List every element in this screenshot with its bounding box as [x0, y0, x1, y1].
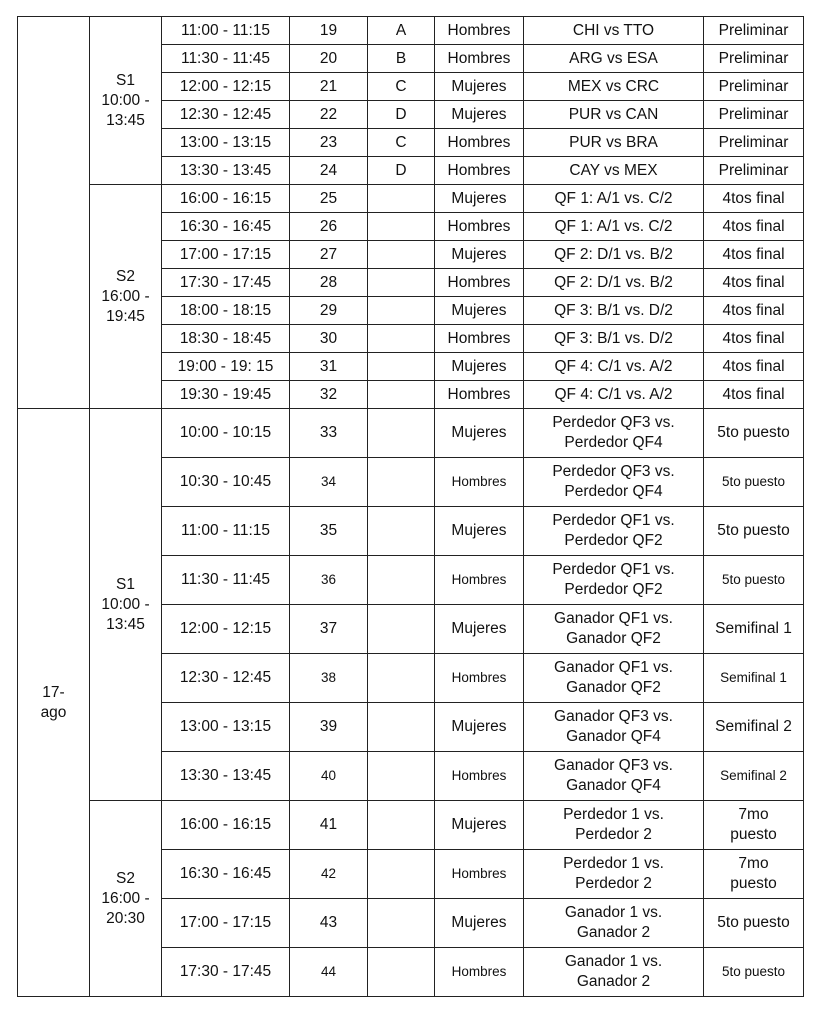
match-number-cell: 31: [290, 353, 368, 381]
phase-cell: [704, 703, 804, 752]
table-row: [18, 17, 804, 45]
match-line2: Perdedor 2: [575, 875, 652, 892]
phase-cell: 4tos final: [704, 325, 804, 353]
session-cell: [90, 801, 162, 997]
group-cell: [368, 213, 435, 241]
match-cell: CAY vs MEX: [524, 157, 704, 185]
day-label-line2: ago: [40, 703, 67, 721]
match-number-cell: 44: [290, 948, 368, 997]
phase-cell: Preliminar: [704, 157, 804, 185]
phase-cell: Preliminar: [704, 101, 804, 129]
phase-label: Semifinal 2: [720, 768, 787, 783]
phase-cell: [704, 654, 804, 703]
group-cell: [368, 703, 435, 752]
phase-cell: 4tos final: [704, 297, 804, 325]
phase-label: 5to puesto: [717, 424, 790, 441]
session-range-start: 16:00 -: [101, 889, 150, 907]
group-cell: [368, 605, 435, 654]
match-number-cell: 33: [290, 409, 368, 458]
match-cell: ARG vs ESA: [524, 45, 704, 73]
phase-line1: 7mo: [738, 806, 769, 823]
match-number-cell: 32: [290, 381, 368, 409]
time-cell: 16:30 - 16:45: [162, 213, 290, 241]
time-cell: 17:00 - 17:15: [162, 241, 290, 269]
category-cell: Hombres: [435, 654, 524, 703]
time-cell: 19:30 - 19:45: [162, 381, 290, 409]
match-line1: Ganador 1 vs.: [564, 904, 663, 921]
time-cell: 12:00 - 12:15: [162, 605, 290, 654]
time-cell: 11:30 - 11:45: [162, 556, 290, 605]
match-number-cell: 42: [290, 850, 368, 899]
match-line2: Ganador QF2: [566, 679, 661, 696]
phase-line1: 7mo: [738, 855, 769, 872]
category-cell: Hombres: [435, 269, 524, 297]
phase-cell: 4tos final: [704, 213, 804, 241]
category-cell: Mujeres: [435, 241, 524, 269]
phase-label: Semifinal 2: [715, 718, 792, 735]
phase-cell: [704, 948, 804, 997]
session-name: S2: [116, 869, 135, 887]
phase-cell: [704, 850, 804, 899]
time-cell: 13:30 - 13:45: [162, 752, 290, 801]
match-line1: Ganador QF1 vs.: [554, 659, 673, 676]
match-cell: [524, 948, 704, 997]
match-number-cell: 19: [290, 17, 368, 45]
session-name: S1: [116, 575, 135, 593]
schedule-wrapper: [17, 16, 804, 997]
session-range-end: 13:45: [106, 615, 145, 633]
time-cell: 13:30 - 13:45: [162, 157, 290, 185]
match-line1: Ganador QF3 vs.: [554, 708, 673, 725]
category-cell: Mujeres: [435, 185, 524, 213]
match-cell: PUR vs CAN: [524, 101, 704, 129]
time-cell: 16:30 - 16:45: [162, 850, 290, 899]
group-cell: [368, 948, 435, 997]
time-cell: 11:00 - 11:15: [162, 17, 290, 45]
category-cell: Hombres: [435, 381, 524, 409]
match-cell: [524, 801, 704, 850]
match-number-cell: 30: [290, 325, 368, 353]
category-cell: Mujeres: [435, 73, 524, 101]
category-cell: Mujeres: [435, 801, 524, 850]
category-cell: Hombres: [435, 157, 524, 185]
match-number-cell: 39: [290, 703, 368, 752]
group-cell: [368, 297, 435, 325]
group-cell: [368, 409, 435, 458]
match-cell: QF 1: A/1 vs. C/2: [524, 213, 704, 241]
match-number-cell: 28: [290, 269, 368, 297]
time-cell: 17:30 - 17:45: [162, 269, 290, 297]
match-line1: Perdedor QF1 vs.: [552, 512, 675, 529]
phase-cell: 4tos final: [704, 381, 804, 409]
time-cell: 10:00 - 10:15: [162, 409, 290, 458]
time-cell: 11:30 - 11:45: [162, 45, 290, 73]
group-cell: B: [368, 45, 435, 73]
match-cell: [524, 605, 704, 654]
session-cell: [90, 409, 162, 801]
group-cell: C: [368, 129, 435, 157]
match-line1: Ganador QF1 vs.: [554, 610, 673, 627]
match-cell: [524, 899, 704, 948]
category-cell: Hombres: [435, 213, 524, 241]
session-cell: [90, 17, 162, 185]
phase-cell: Preliminar: [704, 73, 804, 101]
phase-label: Semifinal 1: [715, 620, 792, 637]
group-cell: A: [368, 17, 435, 45]
match-number-cell: 26: [290, 213, 368, 241]
phase-label: 5to puesto: [717, 522, 790, 539]
group-cell: [368, 556, 435, 605]
match-line1: Perdedor QF3 vs.: [552, 463, 675, 480]
match-line2: Ganador QF4: [566, 728, 661, 745]
category-cell: Mujeres: [435, 297, 524, 325]
session-name: S1: [116, 71, 135, 89]
match-line1: Perdedor QF3 vs.: [552, 414, 675, 431]
phase-cell: [704, 507, 804, 556]
table-row: [18, 801, 804, 850]
match-number-cell: 20: [290, 45, 368, 73]
group-cell: [368, 850, 435, 899]
session-range-end: 13:45: [106, 111, 145, 129]
match-number-cell: 38: [290, 654, 368, 703]
group-cell: [368, 325, 435, 353]
group-cell: [368, 752, 435, 801]
phase-label: 5to puesto: [717, 914, 790, 931]
time-cell: 12:30 - 12:45: [162, 101, 290, 129]
match-cell: CHI vs TTO: [524, 17, 704, 45]
phase-cell: 4tos final: [704, 241, 804, 269]
table-row: [18, 409, 804, 458]
match-line1: Ganador QF3 vs.: [554, 757, 673, 774]
match-cell: [524, 409, 704, 458]
category-cell: Hombres: [435, 458, 524, 507]
match-number-cell: 24: [290, 157, 368, 185]
group-cell: [368, 269, 435, 297]
phase-cell: [704, 605, 804, 654]
phase-cell: [704, 458, 804, 507]
session-range-start: 10:00 -: [101, 91, 150, 109]
match-line2: Perdedor QF2: [564, 581, 663, 598]
time-cell: 13:00 - 13:15: [162, 703, 290, 752]
day-label-line1: 17-: [42, 683, 65, 701]
schedule-body: [18, 17, 804, 997]
match-line2: Perdedor QF4: [564, 483, 663, 500]
match-number-cell: 22: [290, 101, 368, 129]
group-cell: [368, 353, 435, 381]
phase-cell: [704, 556, 804, 605]
category-cell: Mujeres: [435, 409, 524, 458]
match-number-cell: 25: [290, 185, 368, 213]
phase-label: 5to puesto: [721, 964, 786, 979]
session-name: S2: [116, 267, 135, 285]
match-cell: [524, 703, 704, 752]
time-cell: 18:30 - 18:45: [162, 325, 290, 353]
category-cell: Mujeres: [435, 605, 524, 654]
session-range-end: 20:30: [106, 909, 145, 927]
match-number-cell: 43: [290, 899, 368, 948]
phase-label: 5to puesto: [721, 474, 786, 489]
match-cell: QF 4: C/1 vs. A/2: [524, 381, 704, 409]
group-cell: [368, 381, 435, 409]
time-cell: 16:00 - 16:15: [162, 185, 290, 213]
phase-cell: [704, 801, 804, 850]
schedule-table: [17, 16, 804, 997]
category-cell: Hombres: [435, 17, 524, 45]
time-cell: 12:00 - 12:15: [162, 73, 290, 101]
group-cell: [368, 801, 435, 850]
category-cell: Hombres: [435, 325, 524, 353]
time-cell: 11:00 - 11:15: [162, 507, 290, 556]
category-cell: Hombres: [435, 129, 524, 157]
match-cell: QF 2: D/1 vs. B/2: [524, 269, 704, 297]
phase-cell: Preliminar: [704, 129, 804, 157]
match-cell: [524, 850, 704, 899]
match-cell: MEX vs CRC: [524, 73, 704, 101]
day-cell-17-ago: [18, 409, 90, 997]
category-cell: Hombres: [435, 45, 524, 73]
category-cell: Hombres: [435, 850, 524, 899]
category-cell: Hombres: [435, 752, 524, 801]
match-number-cell: 37: [290, 605, 368, 654]
match-line1: Perdedor 1 vs.: [563, 806, 664, 823]
match-number-cell: 29: [290, 297, 368, 325]
category-cell: Mujeres: [435, 101, 524, 129]
category-cell: Hombres: [435, 556, 524, 605]
group-cell: [368, 185, 435, 213]
match-cell: [524, 654, 704, 703]
match-number-cell: 34: [290, 458, 368, 507]
group-cell: D: [368, 101, 435, 129]
match-number-cell: 21: [290, 73, 368, 101]
match-line2: Ganador 2: [576, 973, 651, 990]
category-cell: Hombres: [435, 948, 524, 997]
match-line2: Ganador QF4: [566, 777, 661, 794]
phase-line2: puesto: [730, 826, 777, 843]
time-cell: 17:30 - 17:45: [162, 948, 290, 997]
match-cell: QF 3: B/1 vs. D/2: [524, 297, 704, 325]
match-cell: PUR vs BRA: [524, 129, 704, 157]
group-cell: [368, 654, 435, 703]
phase-cell: 4tos final: [704, 185, 804, 213]
phase-label: 5to puesto: [721, 572, 786, 587]
day-cell-1: [18, 17, 90, 409]
group-cell: D: [368, 157, 435, 185]
match-number-cell: 35: [290, 507, 368, 556]
match-line1: Ganador 1 vs.: [564, 953, 663, 970]
match-cell: [524, 458, 704, 507]
match-line2: Perdedor 2: [575, 826, 652, 843]
match-cell: QF 4: C/1 vs. A/2: [524, 353, 704, 381]
time-cell: 12:30 - 12:45: [162, 654, 290, 703]
match-line2: Perdedor QF2: [564, 532, 663, 549]
time-cell: 17:00 - 17:15: [162, 899, 290, 948]
match-number-cell: 36: [290, 556, 368, 605]
phase-cell: [704, 899, 804, 948]
phase-cell: Preliminar: [704, 17, 804, 45]
match-line1: Perdedor 1 vs.: [563, 855, 664, 872]
session-range-end: 19:45: [106, 307, 145, 325]
match-number-cell: 40: [290, 752, 368, 801]
time-cell: 16:00 - 16:15: [162, 801, 290, 850]
match-cell: [524, 752, 704, 801]
match-number-cell: 23: [290, 129, 368, 157]
match-cell: QF 2: D/1 vs. B/2: [524, 241, 704, 269]
match-cell: QF 1: A/1 vs. C/2: [524, 185, 704, 213]
phase-line2: puesto: [730, 875, 777, 892]
category-cell: Mujeres: [435, 353, 524, 381]
group-cell: [368, 899, 435, 948]
time-cell: 19:00 - 19: 15: [162, 353, 290, 381]
match-number-cell: 41: [290, 801, 368, 850]
table-row: [18, 185, 804, 213]
match-line2: Perdedor QF4: [564, 434, 663, 451]
match-cell: [524, 556, 704, 605]
match-cell: QF 3: B/1 vs. D/2: [524, 325, 704, 353]
session-range-start: 16:00 -: [101, 287, 150, 305]
group-cell: [368, 507, 435, 556]
match-cell: [524, 507, 704, 556]
time-cell: 18:00 - 18:15: [162, 297, 290, 325]
phase-cell: Preliminar: [704, 45, 804, 73]
phase-cell: [704, 409, 804, 458]
phase-cell: 4tos final: [704, 353, 804, 381]
time-cell: 10:30 - 10:45: [162, 458, 290, 507]
phase-label: Semifinal 1: [720, 670, 787, 685]
match-line1: Perdedor QF1 vs.: [552, 561, 675, 578]
session-range-start: 10:00 -: [101, 595, 150, 613]
phase-cell: 4tos final: [704, 269, 804, 297]
group-cell: [368, 458, 435, 507]
group-cell: C: [368, 73, 435, 101]
match-number-cell: 27: [290, 241, 368, 269]
category-cell: Mujeres: [435, 507, 524, 556]
time-cell: 13:00 - 13:15: [162, 129, 290, 157]
session-cell: [90, 185, 162, 409]
match-line2: Ganador QF2: [566, 630, 661, 647]
category-cell: Mujeres: [435, 899, 524, 948]
match-line2: Ganador 2: [576, 924, 651, 941]
category-cell: Mujeres: [435, 703, 524, 752]
group-cell: [368, 241, 435, 269]
phase-cell: [704, 752, 804, 801]
